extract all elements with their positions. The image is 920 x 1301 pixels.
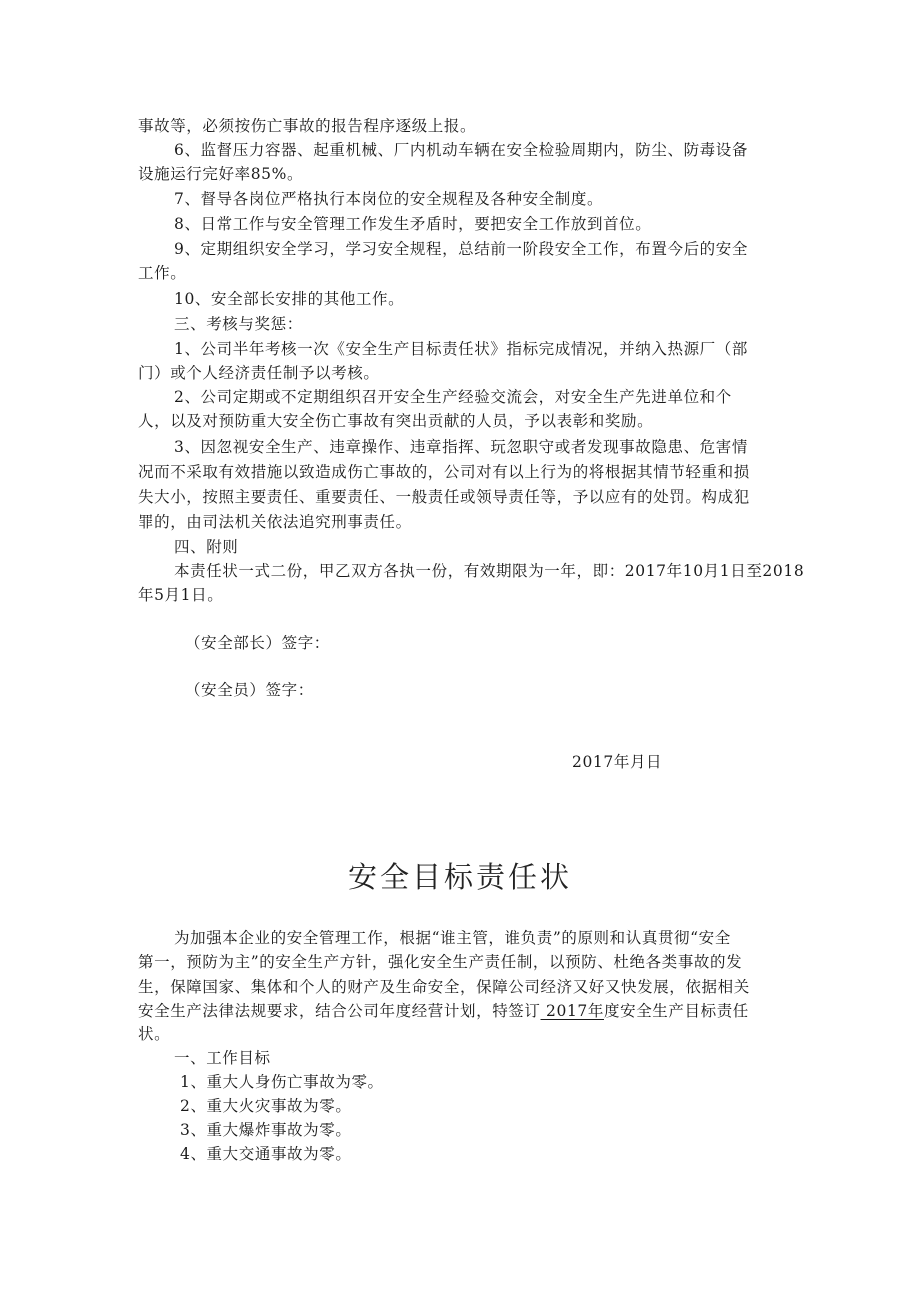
document-title: 安全目标责任状 (347, 860, 572, 894)
text-line: 2、公司定期或不定期组织召开安全生产经验交流会，对安全生产先进单位和个 (174, 388, 732, 406)
intro-text: 度安全生产目标责任 (604, 1002, 749, 1020)
text-line: 1、公司半年考核一次《安全生产目标责任状》指标完成情况，并纳入热源厂（部 (174, 340, 748, 358)
text-line: 10、安全部长安排的其他工作。 (174, 290, 405, 308)
year-underlined: 2017年 (540, 1002, 604, 1020)
text-line: 况而不采取有效措施以致造成伤亡事故的，公司对有以上行为的将根据其情节轻重和损 (138, 463, 750, 481)
text-line: 设施运行完好率85%。 (138, 165, 304, 183)
goals-heading: 一、工作目标 (174, 1049, 271, 1067)
text-line: 人，以及对预防重大安全伤亡事故有突出贡献的人员，予以表彰和奖励。 (138, 412, 654, 430)
text-line: 7、督导各岗位严格执行本岗位的安全规程及各种安全制度。 (174, 190, 604, 208)
text-line: 8、日常工作与安全管理工作发生矛盾时，要把安全工作放到首位。 (174, 215, 652, 233)
text-line: 6、监督压力容器、起重机械、厂内机动车辆在安全检验周期内，防尘、防毒设备 (174, 141, 748, 159)
intro-line (138, 999, 749, 1021)
goal-item: 2、重大火灾事故为零。 (180, 1097, 352, 1115)
text-line: 失大小，按照主要责任、重要责任、一般责任或领导责任等，予以应有的处罚。构成犯 (138, 488, 750, 506)
intro-text: 安全生产法律法规要求，结合公司年度经营计划，特签订 (138, 1002, 541, 1020)
signature-minister: （安全部长）签字： (185, 634, 330, 652)
text-line: 工作。 (138, 264, 187, 282)
intro-line: 生，保障国家、集体和个人的财产及生命安全，保障公司经济又好又快发展，依据相关 (138, 978, 750, 996)
signature-officer: （安全员）签字： (185, 681, 314, 699)
section-heading: 三、考核与奖惩： (174, 315, 303, 333)
signature-date: 2017年月日 (572, 753, 663, 771)
intro-line: 状。 (138, 1025, 171, 1043)
text-line: 门）或个人经济责任制予以考核。 (138, 364, 380, 382)
section-heading: 四、附则 (174, 538, 239, 556)
goal-item: 1、重大人身伤亡事故为零。 (180, 1073, 384, 1091)
text-line: 9、定期组织安全学习，学习安全规程，总结前一阶段安全工作，布置今后的安全 (174, 240, 748, 258)
text-line: 本责任状一式二份，甲乙双方各执一份，有效期限为一年，即：2017年10月1日至2018 (174, 562, 805, 580)
intro-line: 为加强本企业的安全管理工作，根据“谁主管，谁负责”的原则和认真贯彻“安全 (174, 929, 731, 947)
intro-line: 第一，预防为主”的安全生产方针，强化安全生产责任制，以预防、杜绝各类事故的发 (138, 953, 743, 971)
goal-item: 3、重大爆炸事故为零。 (180, 1121, 352, 1139)
text-line: 事故等，必须按伤亡事故的报告程序逐级上报。 (138, 117, 477, 135)
text-line: 年5月1日。 (138, 586, 224, 604)
text-line: 罪的，由司法机关依法追究刑事责任。 (138, 513, 412, 531)
text-line: 3、因忽视安全生产、违章操作、违章指挥、玩忽职守或者发现事故隐患、危害情 (174, 438, 748, 456)
goal-item: 4、重大交通事故为零。 (180, 1145, 352, 1163)
